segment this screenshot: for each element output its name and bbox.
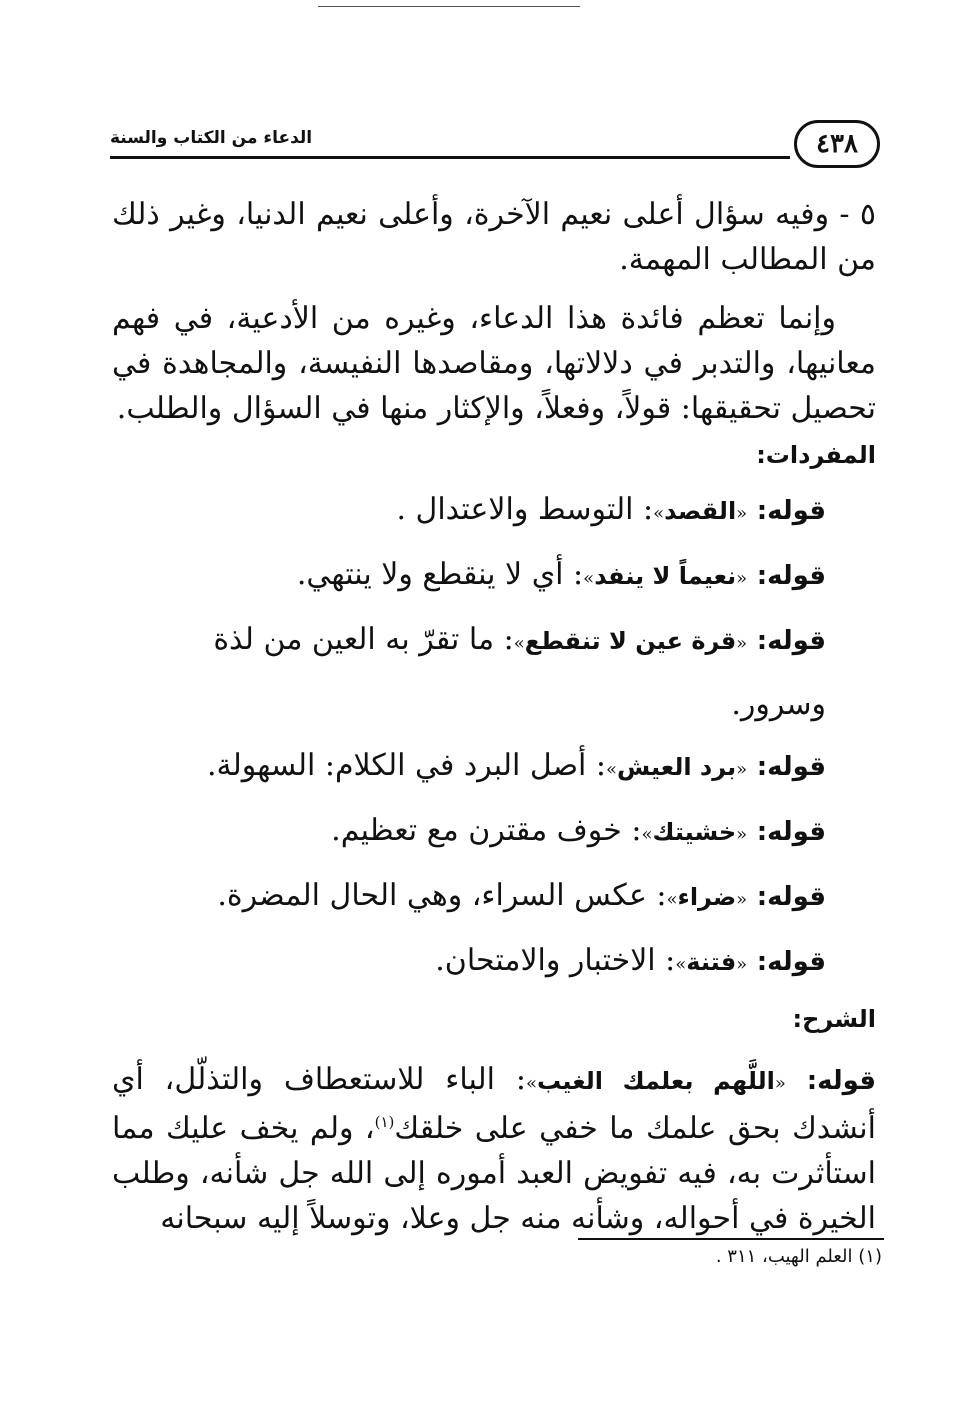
close-quote: » [666, 889, 678, 910]
vocabulary-list [112, 479, 876, 995]
footnote-marker[interactable]: (١) [374, 1113, 395, 1131]
definition-meaning: : الاختبار والامتحان. [435, 943, 676, 978]
top-rule [318, 6, 580, 7]
close-quote: » [606, 759, 618, 780]
definition-meaning: : عكس السراء، وهي الحال المضرة. [217, 878, 667, 913]
paragraph-explanation [112, 1057, 876, 1241]
definition-line [112, 735, 876, 800]
explanation-lead: قوله: [806, 1066, 876, 1096]
explanation-term: اللَّهم بعلمك الغيب [537, 1067, 775, 1095]
definition-meaning: : خوف مقترن مع تعظيم. [331, 813, 642, 848]
close-quote: » [641, 824, 653, 845]
explanation-text-continued: ، ولم يخف عليك مما استأثرت به، فيه تفويض العبد أموره إلى الله جل شأنه، وطلب الخيرة في أحواله، وشأنه منه جل وعلا، وتوسلاً إليه سبحانه [112, 1111, 876, 1236]
vocabulary-heading: المفردات: [756, 441, 876, 469]
definition-meaning: : أي لا ينقطع ولا ينتهي. [296, 557, 584, 592]
close-quote: » [583, 568, 595, 589]
explanation-heading: الشرح: [792, 1005, 876, 1033]
definition-term: القصد [664, 497, 737, 525]
definition-term: ضراء [677, 883, 737, 911]
open-quote: « [736, 954, 748, 975]
definition-lead: قوله: [756, 561, 826, 591]
definition-line [112, 800, 876, 865]
definition-term: نعيماً لا ينفد [594, 562, 737, 590]
definition-lead: قوله: [756, 752, 826, 782]
open-quote: « [736, 889, 748, 910]
page-number: ٤٣٨ [794, 120, 880, 168]
definition-line [112, 930, 876, 995]
definition-line [112, 609, 876, 735]
page-header [110, 118, 880, 188]
definition-lead: قوله: [756, 947, 826, 977]
definition-meaning: : أصل البرد في الكلام: السهولة. [206, 748, 607, 783]
spacer [112, 1043, 876, 1057]
open-quote: « [736, 568, 748, 589]
explanation-text: : الباء للاستعطاف والتذلّل، أي أنشدك بحق علمك ما خفي على خلقك [112, 1062, 876, 1146]
spacer [112, 282, 876, 296]
open-quote: « [736, 633, 748, 654]
open-quote: « [736, 503, 748, 524]
footnote-rule [578, 1238, 884, 1240]
close-quote: » [675, 954, 687, 975]
footnote: (١) العلم الهيب، ٣١١ . [715, 1246, 882, 1267]
definition-line [112, 865, 876, 930]
paragraph-point-5: ٥ - وفيه سؤال أعلى نعيم الآخرة، وأعلى نعيم الدنيا، وغير ذلك من المطالب المهمة. [112, 197, 876, 277]
definition-lead: قوله: [756, 626, 826, 656]
definition-lead: قوله: [756, 817, 826, 847]
open-quote: « [774, 1073, 786, 1094]
definition-line [112, 544, 876, 609]
running-title: الدعاء من الكتاب والسنة [110, 128, 313, 148]
definition-meaning: : التوسط والاعتدال . [396, 492, 654, 527]
open-quote: « [736, 759, 748, 780]
definition-term: خشيتك [652, 818, 737, 846]
definition-line [112, 479, 876, 544]
header-rule [110, 156, 790, 159]
definition-meaning: : ما تقرّ به العين من لذة وسرور. [213, 622, 826, 722]
definition-term: برد العيش [617, 753, 737, 781]
close-quote: » [513, 633, 525, 654]
open-quote: « [736, 824, 748, 845]
definition-lead: قوله: [756, 496, 826, 526]
paragraph-benefit: وإنما تعظم فائدة هذا الدعاء، وغيره من الأدعية، في فهم معانيها، والتدبر في دلالاتها، ومقاصدها النفيسة، والمجاهدة في تحصيل تحقيقها: قولاً، وفعلاً، والإكثار منها في السؤال والطلب. [112, 301, 876, 426]
definition-lead: قوله: [756, 882, 826, 912]
close-quote: » [526, 1073, 538, 1094]
close-quote: » [653, 503, 665, 524]
page-body [112, 192, 876, 1241]
definition-term: قرة عين لا تنقطع [524, 627, 737, 655]
definition-term: فتنة [686, 948, 737, 976]
